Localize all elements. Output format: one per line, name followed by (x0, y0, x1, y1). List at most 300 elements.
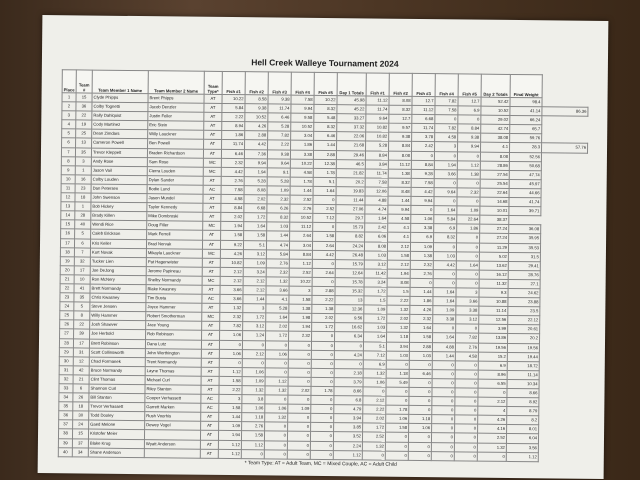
table-cell: Caleb Erickson (91, 229, 147, 239)
table-cell: 13.86 (479, 334, 508, 343)
table-cell: 1.64 (410, 324, 433, 333)
table-cell: 8.84 (458, 124, 481, 133)
table-cell: 22.64 (480, 188, 509, 197)
table-cell: 18 (75, 193, 91, 202)
table-cell: 1.94 (218, 431, 241, 440)
table-cell: 11.32 (479, 279, 508, 288)
table-cell: 2.22 (268, 140, 291, 149)
table-cell: Kurt Novak (90, 248, 146, 258)
table-cell: 2.76 (242, 422, 265, 431)
table-cell: 16.12 (479, 270, 508, 279)
table-cell: Kristofer Meier (88, 430, 144, 440)
table-cell: 0 (457, 151, 480, 160)
table-cell: 38.08 (481, 134, 510, 143)
column-header: Fish #5 (458, 74, 481, 97)
table-cell: 0 (310, 441, 333, 450)
table-cell: 0 (288, 413, 311, 422)
table-cell: 1.09 (364, 305, 387, 314)
table-cell: Chris Kwasney (90, 293, 146, 303)
table-cell: 8.08 (389, 96, 412, 105)
table-cell: 12.7 (412, 96, 435, 105)
table-cell: 1.12 (265, 377, 288, 386)
table-cell: 1.78 (311, 386, 334, 395)
column-header: Final Weight (510, 74, 542, 97)
table-cell: 4.26 (245, 122, 268, 131)
table-cell: 9.57 (389, 123, 412, 132)
table-cell: 2.22 (219, 385, 242, 394)
table-cell: 3 (75, 157, 91, 166)
table-cell: AT (202, 240, 220, 249)
table-cell: 42.74 (481, 124, 510, 133)
table-cell: 1.06 (242, 367, 265, 376)
table-cell: 14 (61, 211, 75, 220)
table-cell: 3.12 (243, 322, 266, 331)
table-cell: 1.12 (218, 440, 241, 449)
table-cell: 3.78 (412, 133, 435, 142)
table-cell: AC (201, 394, 219, 403)
table-cell: AC (201, 403, 219, 412)
table-cell: 3.56 (506, 443, 538, 452)
table-cell: 1.98 (289, 313, 312, 322)
table-cell: 1.94 (387, 269, 410, 278)
table-cell: 5 (75, 229, 91, 238)
table-cell: 0 (431, 451, 454, 460)
table-cell: 11.12 (366, 96, 389, 105)
table-cell: 8.96 (478, 370, 507, 379)
table-cell: 10.52 (481, 106, 510, 115)
table-cell: 0 (287, 432, 310, 441)
table-cell: 9.64 (434, 188, 457, 197)
table-cell: 0 (242, 358, 265, 367)
table-cell: 36 (59, 411, 73, 420)
table-cell: Ben Powell (148, 139, 204, 149)
table-cell: 1.32 (266, 277, 289, 286)
table-cell: 2.24 (333, 441, 362, 450)
table-cell: 12.38 (313, 159, 336, 168)
table-cell: 2.52 (477, 434, 506, 443)
table-cell: 6.9 (458, 106, 481, 115)
column-header: Fish #2 (245, 72, 268, 95)
table-cell: 0 (454, 433, 477, 442)
table-cell: 41 (74, 284, 90, 293)
table-cell: 11.44 (336, 196, 365, 205)
table-cell: 0 (264, 450, 287, 459)
table-cell: 1.94 (221, 222, 244, 231)
table-cell: 0 (477, 452, 506, 461)
table-cell: 1.06 (265, 404, 288, 413)
table-cell: 0 (457, 233, 480, 242)
table-cell: Bodie Lund (147, 185, 203, 195)
table-cell: 6.9 (363, 360, 386, 369)
table-cell: 1.44 (290, 186, 313, 195)
table-cell: 0 (411, 206, 434, 215)
table-cell: 0 (433, 279, 456, 288)
table-cell: Joe Herbold (90, 329, 146, 339)
table-cell: 6.8 (334, 396, 363, 405)
table-cell: 27.1 (508, 279, 540, 288)
table-cell: 0 (334, 341, 363, 350)
table-cell: 28.86 (480, 161, 509, 170)
table-cell: 8.08 (387, 278, 410, 287)
table-cell: 4.1 (388, 233, 411, 242)
table-cell: 0 (431, 442, 454, 451)
table-cell: 4.58 (435, 133, 458, 142)
table-cell: 16 (61, 229, 75, 238)
table-cell: 31.5 (508, 252, 540, 261)
table-cell: 12.36 (335, 305, 364, 314)
team-type-footnote: * Team Type: AT = Adult Team, MC = Mixed Couple, AC = Adult Child (244, 460, 397, 468)
column-header: Team Type* (204, 71, 222, 94)
table-cell: 21 (73, 375, 89, 384)
table-cell: 0 (433, 269, 456, 278)
table-cell: 9.38 (389, 133, 412, 142)
table-cell: 13 (76, 138, 92, 147)
table-cell: Jace Young (146, 321, 202, 331)
table-cell: 35 (74, 293, 90, 302)
table-cell: 31 (73, 348, 89, 357)
table-cell: 27 (60, 329, 74, 338)
table-cell: 35.95 (509, 234, 541, 243)
table-cell: 4.1 (266, 295, 289, 304)
table-cell: Taylor Kennedy (147, 203, 203, 213)
table-cell: Blake Kwasney (146, 285, 202, 295)
table-cell: 10.22 (289, 277, 312, 286)
page-title: Hell Creek Walleye Tournament 2024 (251, 57, 399, 69)
table-cell: 1.64 (456, 261, 479, 270)
table-cell: 6 (62, 138, 76, 147)
table-cell: 5.1 (363, 341, 386, 350)
table-cell: 0 (334, 359, 363, 368)
table-cell: 1.5 (387, 287, 410, 296)
column-header: Day 1 Totals (337, 73, 366, 96)
table-cell: 2.32 (410, 315, 433, 324)
table-cell: 46.5 (336, 159, 365, 168)
table-cell: 2.88 (313, 150, 336, 159)
table-cell: 1.44 (432, 351, 455, 360)
table-cell: 34 (72, 448, 88, 457)
table-cell: Andy Rose (91, 157, 147, 167)
table-cell: 2.42 (412, 142, 435, 151)
table-cell: 1.12 (289, 259, 312, 268)
table-cell: Wyatt Anderson (144, 439, 200, 449)
table-cell: 8.32 (388, 178, 411, 187)
table-cell: 1.09 (243, 258, 266, 267)
table-cell: 98.4 (510, 97, 542, 106)
table-cell: 2.32 (221, 158, 244, 167)
table-cell: 27.24 (480, 234, 509, 243)
table-cell: 8.94 (222, 122, 245, 131)
table-cell: 1.64 (433, 288, 456, 297)
table-cell: 21 (60, 275, 74, 284)
table-cell: AT (202, 285, 220, 294)
table-cell: 37 (72, 438, 88, 447)
table-cell: Chad Formanek (89, 357, 145, 367)
table-cell: 31 (59, 366, 73, 375)
table-cell: 0 (435, 115, 458, 124)
table-cell: MC (203, 167, 221, 176)
table-cell: 0 (409, 397, 432, 406)
table-cell: 15 (61, 220, 75, 229)
table-cell: 1.32 (220, 304, 243, 313)
table-cell: Dan Petersen (91, 184, 147, 194)
table-cell: 25 (60, 311, 74, 320)
table-cell: 0 (409, 378, 432, 387)
table-cell: 0 (311, 377, 334, 386)
table-cell: 1.58 (289, 295, 312, 304)
table-cell: 1.78 (290, 177, 313, 186)
table-cell: 0 (362, 451, 385, 460)
table-cell: 6.9 (411, 233, 434, 242)
table-cell: Jason Vail (91, 166, 147, 176)
table-cell: 4 (478, 406, 507, 415)
table-cell: Cooper Verhassett (145, 394, 201, 404)
table-cell: 7.12 (363, 351, 386, 360)
table-cell: 3.12 (364, 260, 387, 269)
table-cell: 3.85 (334, 423, 363, 432)
table-cell: 4.42 (411, 187, 434, 196)
table-cell: 40 (58, 447, 72, 456)
table-cell: 9.58 (291, 113, 314, 122)
table-cell: 1.44 (388, 196, 411, 205)
table-cell: 1.72 (244, 213, 267, 222)
table-cell: Cameron Powell (92, 139, 148, 149)
column-header: Fish #1 (222, 71, 245, 94)
table-cell: 0 (265, 340, 288, 349)
table-cell: 23.88 (508, 298, 540, 307)
table-cell: 2.12 (242, 349, 265, 358)
table-cell: 23 (60, 293, 74, 302)
table-cell: 8.66 (507, 388, 539, 397)
table-cell: 29.02 (481, 115, 510, 124)
table-cell: 0 (265, 422, 288, 431)
table-cell: 35 (59, 402, 73, 411)
table-cell: 5.28 (267, 177, 290, 186)
table-cell: 2.64 (312, 268, 335, 277)
table-cell: 0 (455, 361, 478, 370)
table-cell: 1.06 (411, 215, 434, 224)
table-cell: AT (201, 349, 219, 358)
table-cell: 15.32 (335, 287, 364, 296)
table-cell: Jerome Papineau (146, 266, 202, 276)
table-cell: 11.12 (290, 222, 313, 231)
table-cell: 6 (73, 384, 89, 393)
table-cell: 6.34 (335, 332, 364, 341)
table-cell: Brad Norvak (146, 239, 202, 249)
table-cell: 1.32 (477, 443, 506, 452)
table-cell: 10.01 (480, 206, 509, 215)
table-cell: 6.68 (244, 204, 267, 213)
table-cell: 2.52 (362, 432, 385, 441)
table-cell: 0 (311, 350, 334, 359)
table-cell: 0 (363, 387, 386, 396)
table-cell: 26.48 (335, 250, 364, 259)
table-cell: 2.32 (410, 260, 433, 269)
table-cell: 10.82 (366, 123, 389, 132)
table-cell: 0 (432, 415, 455, 424)
table-cell: 28 (75, 211, 91, 220)
table-cell: 0 (219, 358, 242, 367)
table-cell: 52.42 (481, 97, 510, 106)
table-cell: 1.86 (457, 224, 480, 233)
results-table (58, 69, 589, 462)
table-cell: 0 (288, 341, 311, 350)
table-cell: 38 (58, 429, 72, 438)
table-cell: 7 (74, 247, 90, 256)
table-cell: 0 (386, 387, 409, 396)
table-cell: Bob Hickey (91, 202, 147, 212)
table-cell: 1.06 (386, 414, 409, 423)
table-cell: 7.82 (268, 131, 291, 140)
table-cell: 2.12 (363, 396, 386, 405)
table-cell: 26 (60, 320, 74, 329)
table-cell: 1.06 (409, 424, 432, 433)
table-cell: 1.18 (387, 333, 410, 342)
table-cell: 1.64 (313, 186, 336, 195)
table-cell: 2.22 (387, 296, 410, 305)
table-cell: 1.72 (243, 313, 266, 322)
table-cell: 0 (288, 359, 311, 368)
table-cell: 1.58 (410, 333, 433, 342)
table-cell: Rush Voorhis (145, 412, 201, 422)
table-cell: Joyce Hammer (146, 303, 202, 313)
table-cell: 1.86 (222, 131, 245, 140)
table-cell: 12.7 (458, 97, 481, 106)
table-cell: 28 (59, 338, 73, 347)
table-cell: 2.76 (410, 269, 433, 278)
table-cell: Trevor Verhassett (89, 402, 145, 412)
table-cell: Kris Keller (90, 239, 146, 249)
table-cell: AT (201, 367, 219, 376)
table-cell: 3 (289, 286, 312, 295)
table-cell: 0 (456, 324, 479, 333)
table-cell: AT (203, 203, 221, 212)
table-cell: 10 (61, 175, 75, 184)
table-cell: 2.88 (245, 131, 268, 140)
table-cell: 1.03 (386, 351, 409, 360)
table-cell: 12.56 (479, 315, 508, 324)
table-cell: 2.76 (455, 342, 478, 351)
table-cell: 1.64 (244, 222, 267, 231)
table-cell: 0 (455, 415, 478, 424)
table-cell: 10.52 (291, 122, 314, 131)
table-cell: 25.54 (480, 179, 509, 188)
table-cell: 1.86 (410, 296, 433, 305)
table-cell: 33 (59, 384, 73, 393)
table-cell: 10.52 (290, 213, 313, 222)
table-cell: 11.74 (366, 105, 389, 114)
table-cell: 37.32 (337, 123, 366, 132)
table-cell: 30 (73, 411, 89, 420)
table-cell: 5.1 (313, 177, 336, 186)
table-cell: 6 (74, 238, 90, 247)
table-cell: 6.06 (365, 232, 388, 241)
table-cell: 6.46 (221, 149, 244, 158)
table-cell: 1.72 (266, 331, 289, 340)
table-cell: Trent Normandy (145, 357, 201, 367)
table-cell: 1.58 (219, 404, 242, 413)
table-cell: 2.76 (266, 259, 289, 268)
table-cell: Gaed Melone (89, 420, 145, 430)
table-cell: Shelby Normandy (146, 276, 202, 286)
table-cell: 8.92 (507, 398, 539, 407)
table-cell: 3 (62, 111, 76, 120)
table-cell: 0 (385, 433, 408, 442)
table-cell: 19.83 (336, 187, 365, 196)
table-cell: 3.38 (433, 315, 456, 324)
table-cell: 3.52 (333, 432, 362, 441)
table-cell: MC (203, 158, 221, 167)
table-cell: 0 (478, 388, 507, 397)
table-cell: Cierra Louden (147, 166, 203, 176)
table-cell: 0 (311, 368, 334, 377)
table-cell: 1.09 (433, 306, 456, 315)
table-cell: 11.12 (412, 106, 435, 115)
table-cell: 5.28 (266, 304, 289, 313)
table-cell: 9.38 (458, 133, 481, 142)
table-cell: 9.56 (335, 314, 364, 323)
table-cell: 2 (62, 102, 76, 111)
table-cell: 1.78 (386, 405, 409, 414)
column-header: Team Member 1 Name (92, 70, 148, 94)
table-cell: 22 (74, 320, 90, 329)
table-cell: 2.12 (478, 397, 507, 406)
table-cell: 10.22 (314, 95, 337, 104)
table-cell: 0 (433, 242, 456, 251)
table-cell: 1 (75, 166, 91, 175)
table-cell: 0 (432, 406, 455, 415)
column-header: Team Member 2 Name (148, 71, 204, 95)
table-cell: 1.12 (219, 367, 242, 376)
table-cell: 8.58 (245, 95, 268, 104)
table-cell: 0 (264, 440, 287, 449)
column-header: Fish #3 (412, 73, 435, 96)
table-cell: 52.56 (509, 152, 541, 161)
table-cell: 0 (311, 341, 334, 350)
table-cell: AT (200, 449, 218, 458)
table-cell: 2.18 (334, 368, 363, 377)
table-cell: 12 (73, 357, 89, 366)
table-cell: 0 (265, 359, 288, 368)
table-cell: 59.76 (510, 134, 542, 143)
table-cell: 47.74 (509, 170, 541, 179)
table-cell: AT (202, 303, 220, 312)
table-cell: 39 (58, 438, 72, 447)
results-sheet (38, 15, 609, 479)
table-cell: 1.06 (219, 349, 242, 358)
table-cell: 35 (75, 147, 91, 156)
table-cell: Mike Dombroski (147, 212, 203, 222)
table-cell: 0 (455, 406, 478, 415)
column-header: Fish #4 (291, 72, 314, 95)
table-cell: 9 (61, 166, 75, 175)
table-cell: 11.74 (365, 169, 388, 178)
table-cell: 18 (60, 247, 74, 256)
table-cell: 1.12 (218, 449, 241, 458)
table-cell: 1.18 (386, 369, 409, 378)
table-cell: 3.94 (334, 414, 363, 423)
table-cell: 0 (456, 251, 479, 260)
table-cell: 1.06 (363, 378, 386, 387)
table-cell: 41.74 (509, 197, 541, 206)
table-cell: 1.03 (364, 323, 387, 332)
table-cell: 13 (61, 202, 75, 211)
table-cell: 0 (456, 242, 479, 251)
table-cell: 0 (410, 278, 433, 287)
table-cell: AT (201, 340, 219, 349)
table-cell: 0 (287, 450, 310, 459)
table-cell: 0 (311, 423, 334, 432)
table-cell: 2.12 (220, 267, 243, 276)
